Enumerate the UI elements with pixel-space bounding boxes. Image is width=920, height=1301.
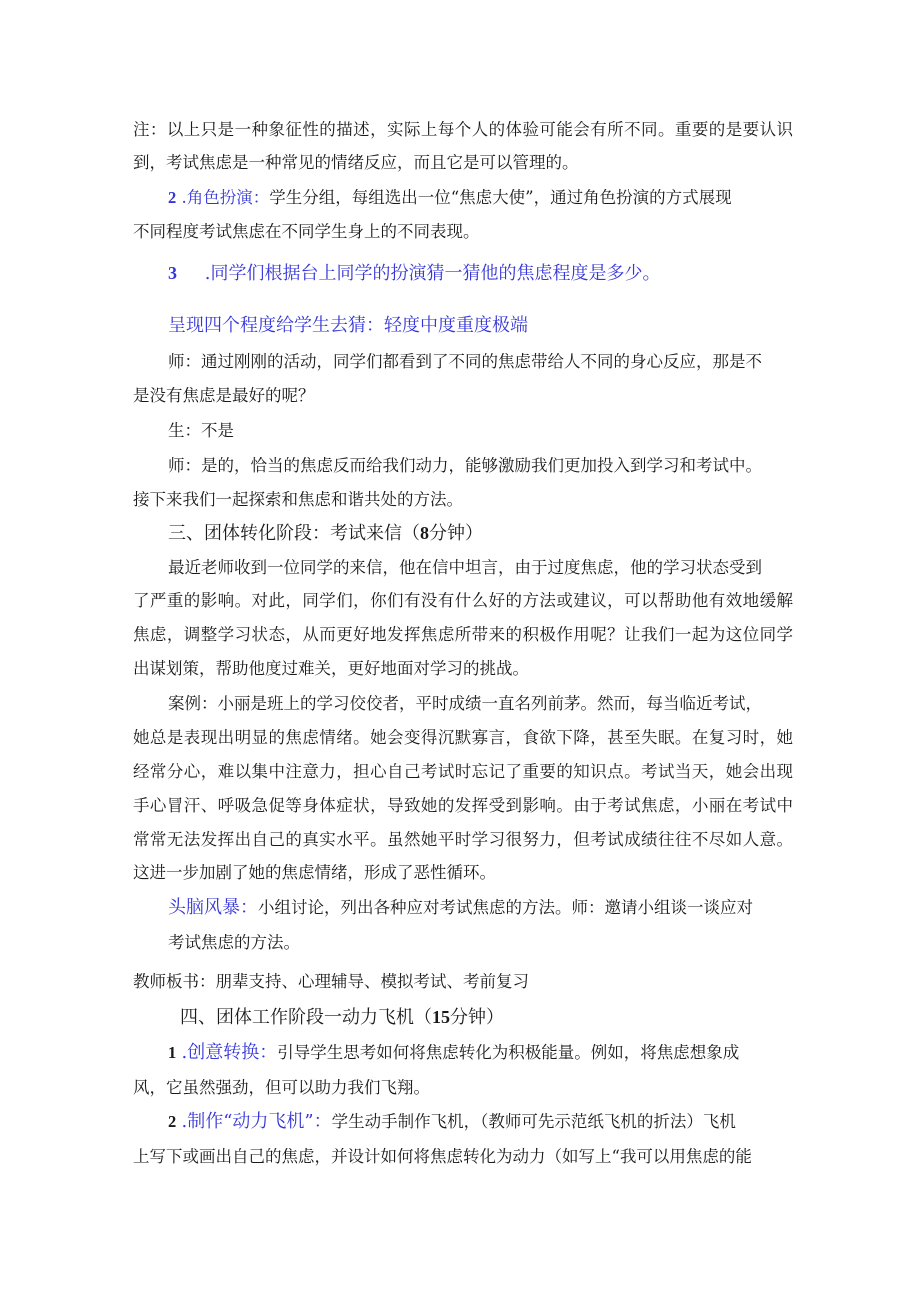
creative-number: 1 — [168, 1043, 177, 1062]
guess-line — [168, 262, 793, 285]
brainstorm-line-1 — [168, 897, 793, 919]
case-line-5: 常常无法发挥出自己的真实水平。虽然她平时学习很努力，但考试成绩往往不尽如人意。 — [133, 830, 793, 849]
creative-title: .创意转换： — [181, 1042, 278, 1063]
role-play-line-1 — [168, 187, 793, 209]
section-4-minutes: 15 — [432, 1007, 450, 1027]
teacher-line-2a: 师：是的，恰当的焦虑反而给我们动力，能够激励我们更加投入到学习和考试中。 — [168, 456, 762, 475]
note-line-2: 到，考试焦虑是一种常见的情绪反应，而且它是可以管理的。 — [133, 153, 579, 172]
plane-title: .制作“动力飞机”： — [181, 1111, 332, 1132]
brainstorm-line-2: 考试焦虑的方法。 — [168, 933, 300, 952]
section-3-title-suffix: 分钟） — [429, 523, 483, 544]
creative-line-2: 风，它虽然强劲，但可以助力我们飞翔。 — [133, 1078, 430, 1097]
role-play-text: 学生分组，每组选出一位“焦虑大使”，通过角色扮演的方式展现 — [269, 188, 732, 207]
guess-number: 3 — [168, 263, 177, 283]
teacher-line-1b: 是没有焦虑是最好的呢？ — [133, 386, 315, 405]
section-3-minutes: 8 — [420, 523, 429, 543]
case-line-3: 经常分心，难以集中注意力，担心自己考试时忘记了重要的知识点。考试当天，她会出现 — [133, 762, 793, 781]
case-line-2: 她总是表现出明显的焦虑情绪。她会变得沉默寡言，食欲下降，甚至失眠。在复习时，她 — [133, 728, 793, 747]
letter-para-line-1: 最近老师收到一位同学的来信，他在信中坦言，由于过度焦虑，他的学习状态受到 — [168, 558, 762, 577]
plane-line-1 — [168, 1111, 793, 1133]
note-line-1: 注：以上只是一种象征性的描述，实际上每个人的体验可能会有所不同。重要的是要认识 — [133, 120, 793, 139]
section-3-title — [168, 522, 793, 545]
section-4-title — [180, 1006, 793, 1029]
creative-text: 引导学生思考如何将焦虑转化为积极能量。例如，将焦虑想象成 — [277, 1043, 740, 1062]
student-line: 生：不是 — [168, 421, 234, 440]
case-line-6: 这进一步加剧了她的焦虑情绪，形成了恶性循环。 — [133, 863, 496, 882]
letter-para-line-3: 焦虑，调整学习状态，从而更好地发挥焦虑所带来的积极作用呢？让我们一起为这位同学 — [133, 625, 793, 644]
case-line-1: 案例：小丽是班上的学习佼佼者，平时成绩一直名列前茅。然而，每当临近考试， — [168, 694, 762, 713]
teacher-line-1a: 师：通过刚刚的活动，同学们都看到了不同的焦虑带给人不同的身心反应，那是不 — [168, 352, 762, 371]
letter-para-line-4: 出谋划策，帮助他度过难关，更好地面对学习的挑战。 — [133, 659, 529, 678]
teacher-board-notes: 教师板书：朋辈支持、心理辅导、模拟考试、考前复习 — [133, 972, 529, 991]
guess-text: .同学们根据台上同学的扮演猜一猜他的焦虑程度是多少。 — [204, 263, 661, 284]
role-play-line-2: 不同程度考试焦虑在不同学生身上的不同表现。 — [133, 222, 480, 241]
teacher-line-2b: 接下来我们一起探索和焦虑和谐共处的方法。 — [133, 490, 463, 509]
anxiety-levels: 呈现四个程度给学生去猜：轻度中度重度极端 — [168, 315, 528, 336]
brainstorm-text: 小组讨论，列出各种应对考试焦虑的方法。师：邀请小组谈一谈应对 — [258, 898, 753, 917]
section-4-title-prefix: 四、团体工作阶段一动力飞机（ — [180, 1007, 432, 1028]
section-3-title-prefix: 三、团体转化阶段：考试来信（ — [168, 523, 420, 544]
role-play-number: 2 — [168, 188, 177, 207]
creative-line-1 — [168, 1042, 793, 1064]
plane-text: 学生动手制作飞机，（教师可先示范纸飞机的折法）飞机 — [331, 1112, 736, 1131]
letter-para-line-2: 了严重的影响。对此，同学们，你们有没有什么好的方法或建议，可以帮助他有效地缓解 — [133, 591, 793, 610]
brainstorm-label: 头脑风暴： — [168, 897, 258, 918]
plane-number: 2 — [168, 1112, 177, 1131]
plane-line-2: 上写下或画出自己的焦虑，并设计如何将焦虑转化为动力（如写上“我可以用焦虑的能 — [133, 1147, 752, 1166]
section-4-title-suffix: 分钟） — [450, 1007, 504, 1028]
role-play-title: .角色扮演： — [181, 188, 270, 207]
case-line-4: 手心冒汗、呼吸急促等身体症状，导致她的发挥受到影响。由于考试焦虑，小丽在考试中 — [133, 796, 793, 815]
